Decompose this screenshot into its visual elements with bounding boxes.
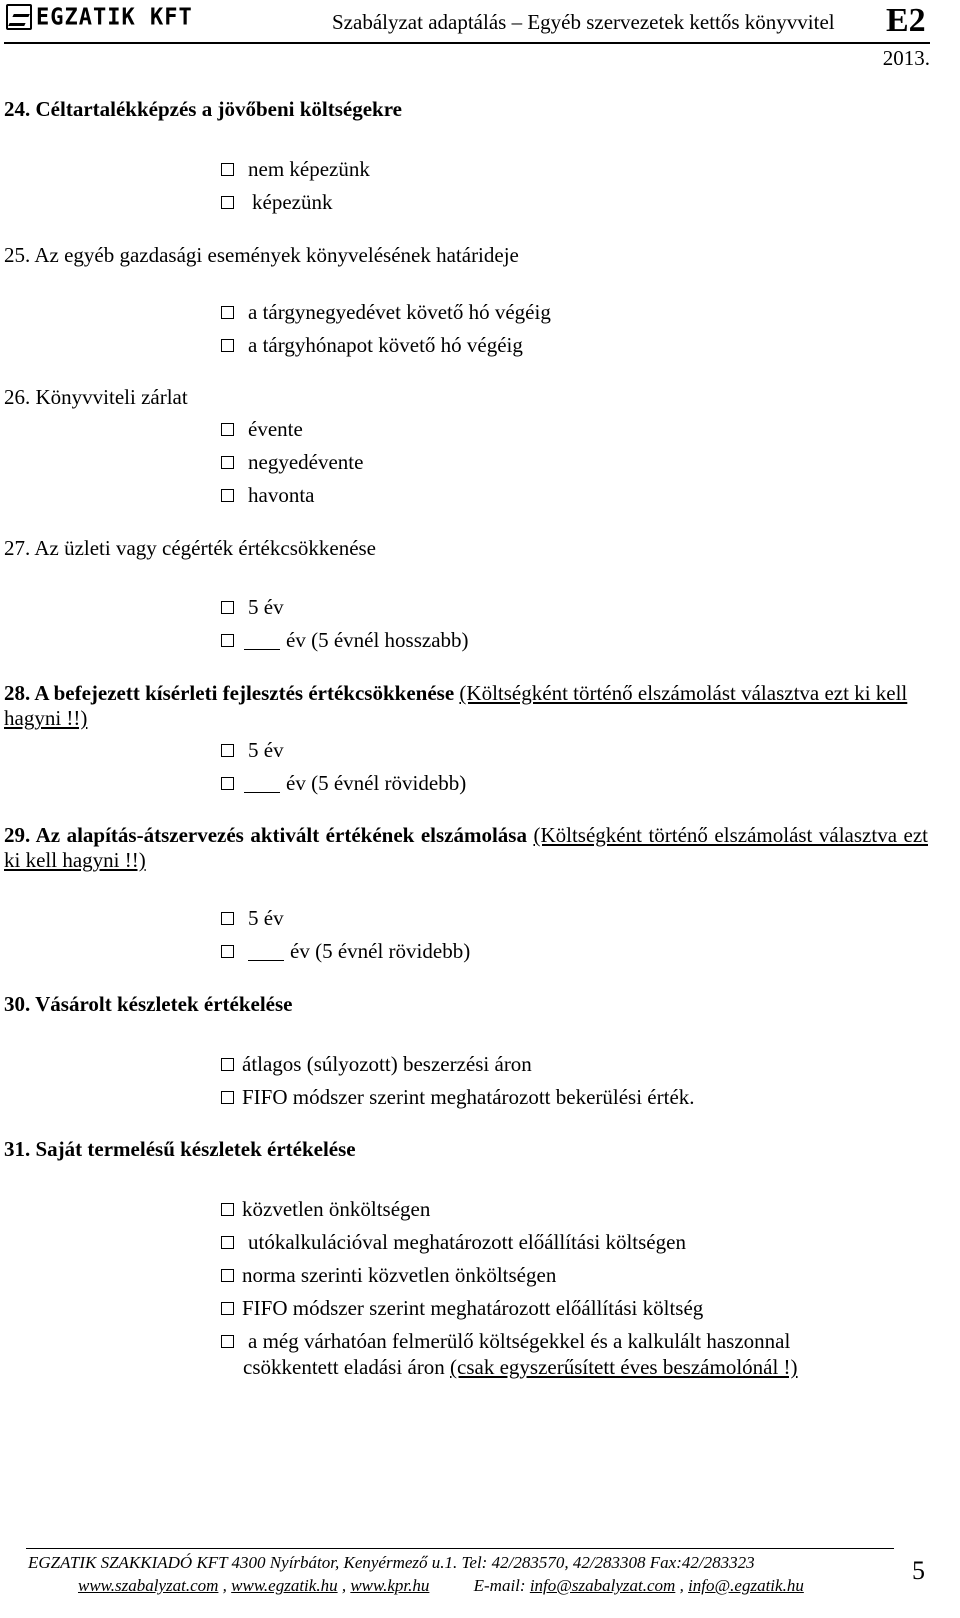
footer-separator: , — [337, 1576, 351, 1595]
header-divider — [4, 42, 930, 44]
footer-email-egzatik[interactable]: info@.egzatik.hu — [688, 1576, 804, 1595]
option-row[interactable] — [221, 300, 551, 325]
option-row[interactable] — [221, 450, 363, 475]
section-29-note: (Költségként történő elszámolást választva ezt ki kell hagyni !!) — [4, 823, 928, 872]
section-30-heading: 30. Vásárolt készletek értékelése — [4, 992, 293, 1016]
option-label: FIFO módszer szerint meghatározott bekerülési érték. — [242, 1085, 695, 1109]
checkbox[interactable] — [221, 423, 234, 436]
checkbox[interactable] — [221, 1091, 234, 1104]
footer-divider — [26, 1548, 894, 1549]
page-number: 5 — [912, 1556, 925, 1585]
option-continuation — [243, 1355, 798, 1380]
option-label: 5 év — [248, 595, 284, 619]
checkbox[interactable] — [221, 163, 234, 176]
checkbox[interactable] — [221, 1203, 234, 1216]
section-31-heading: 31. Saját termelésű készletek értékelése — [4, 1137, 356, 1161]
section-29-heading-block — [4, 823, 928, 873]
checkbox[interactable] — [221, 456, 234, 469]
checkbox[interactable] — [221, 1058, 234, 1071]
option-label: negyedévente — [248, 450, 364, 474]
footer-separator: , — [218, 1576, 232, 1595]
document-code: E2 — [886, 2, 926, 39]
option-row[interactable] — [221, 190, 332, 215]
footer-link-egzatik[interactable]: www.egzatik.hu — [231, 1576, 338, 1595]
option-row[interactable] — [221, 939, 470, 964]
option-row[interactable] — [221, 1296, 703, 1321]
checkbox[interactable] — [221, 489, 234, 502]
document-year: 2013. — [882, 46, 930, 70]
option-label: nem képezünk — [248, 157, 370, 181]
section-28-note: (Költségként történő elszámolást választva ezt ki kell hagyni !!) — [4, 681, 908, 730]
option-row[interactable] — [221, 1230, 686, 1255]
option-row[interactable] — [221, 1085, 695, 1110]
checkbox[interactable] — [221, 196, 234, 209]
footer-link-szabalyzat[interactable]: www.szabalyzat.com — [78, 1576, 219, 1595]
option-label: havonta — [248, 483, 315, 507]
option-row[interactable] — [221, 483, 314, 508]
checkbox[interactable] — [221, 339, 234, 352]
option-row[interactable] — [221, 417, 303, 442]
option-label: év (5 évnél rövidebb) — [290, 939, 471, 963]
footer-link-kpr[interactable]: www.kpr.hu — [350, 1576, 430, 1595]
option-label: a még várhatóan felmerülő költségekkel és a kalkulált haszonnal — [248, 1329, 791, 1353]
section-26-heading: 26. Könyvviteli zárlat — [4, 385, 188, 409]
checkbox[interactable] — [221, 1302, 234, 1315]
option-row[interactable] — [221, 906, 284, 931]
option-row[interactable] — [221, 771, 466, 796]
option-row[interactable] — [221, 1329, 790, 1354]
option-row[interactable] — [221, 157, 370, 182]
logo-icon — [6, 4, 32, 30]
option-label: évente — [248, 417, 303, 441]
option-row[interactable] — [221, 1263, 556, 1288]
option-label: képezünk — [252, 190, 333, 214]
fill-in-blank[interactable] — [244, 631, 280, 650]
document-title: Szabályzat adaptálás – Egyéb szervezetek kettős könyvvitel — [332, 10, 835, 34]
option-label: 5 év — [248, 738, 284, 762]
checkbox[interactable] — [221, 306, 234, 319]
option-row[interactable] — [221, 333, 523, 358]
section-24-heading: 24. Céltartalékképzés a jövőbeni költségekre — [4, 97, 402, 121]
option-row[interactable] — [221, 628, 469, 653]
option-label: utókalkulációval meghatározott előállítási költségen — [248, 1230, 686, 1254]
footer-separator: , — [675, 1576, 689, 1595]
footer-email-label: E-mail: — [473, 1576, 530, 1595]
option-label: átlagos (súlyozott) beszerzési áron — [242, 1052, 532, 1076]
company-logo — [6, 4, 193, 30]
option-row[interactable] — [221, 1052, 532, 1077]
section-28-heading: 28. A befejezett kísérleti fejlesztés értékcsökkenése — [4, 681, 455, 705]
fill-in-blank[interactable] — [248, 942, 284, 961]
option-label: év (5 évnél hosszabb) — [286, 628, 469, 652]
option-label: a tárgyhónapot követő hó végéig — [248, 333, 523, 357]
footer-company-line: EGZATIK SZAKKIADÓ KFT 4300 Nyírbátor, Kenyérmező u.1. Tel: 42/283570, 42/283308 Fax:42/283323 — [28, 1553, 755, 1572]
option-row[interactable] — [221, 1197, 430, 1222]
option-label: a tárgynegyedévet követő hó végéig — [248, 300, 551, 324]
checkbox[interactable] — [221, 744, 234, 757]
continuation-text: csökkentett eladási áron — [243, 1355, 445, 1379]
section-29-heading: 29. Az alapítás-átszervezés aktivált értékének elszámolása — [4, 823, 527, 847]
checkbox[interactable] — [221, 945, 234, 958]
checkbox[interactable] — [221, 634, 234, 647]
option-label: 5 év — [248, 906, 284, 930]
checkbox[interactable] — [221, 601, 234, 614]
option-label: FIFO módszer szerint meghatározott előállítási költség — [242, 1296, 704, 1320]
section-31-note: (csak egyszerűsített éves beszámolónál !) — [450, 1355, 798, 1379]
logo-text: EGZATIK KFT — [36, 3, 193, 31]
option-row[interactable] — [221, 738, 284, 763]
checkbox[interactable] — [221, 912, 234, 925]
option-label: norma szerinti közvetlen önköltségen — [242, 1263, 557, 1287]
section-25-heading: 25. Az egyéb gazdasági események könyvelésének határideje — [4, 243, 519, 267]
section-27-heading: 27. Az üzleti vagy cégérték értékcsökkenése — [4, 536, 377, 560]
option-label: év (5 évnél rövidebb) — [286, 771, 467, 795]
option-row[interactable] — [221, 595, 284, 620]
footer-links-line — [78, 1576, 804, 1596]
checkbox[interactable] — [221, 1269, 234, 1282]
checkbox[interactable] — [221, 1335, 234, 1348]
checkbox[interactable] — [221, 777, 234, 790]
checkbox[interactable] — [221, 1236, 234, 1249]
footer-email-szabalyzat[interactable]: info@szabalyzat.com — [529, 1576, 676, 1595]
section-28-heading-block — [4, 681, 928, 731]
fill-in-blank[interactable] — [244, 774, 280, 793]
option-label: közvetlen önköltségen — [242, 1197, 431, 1221]
